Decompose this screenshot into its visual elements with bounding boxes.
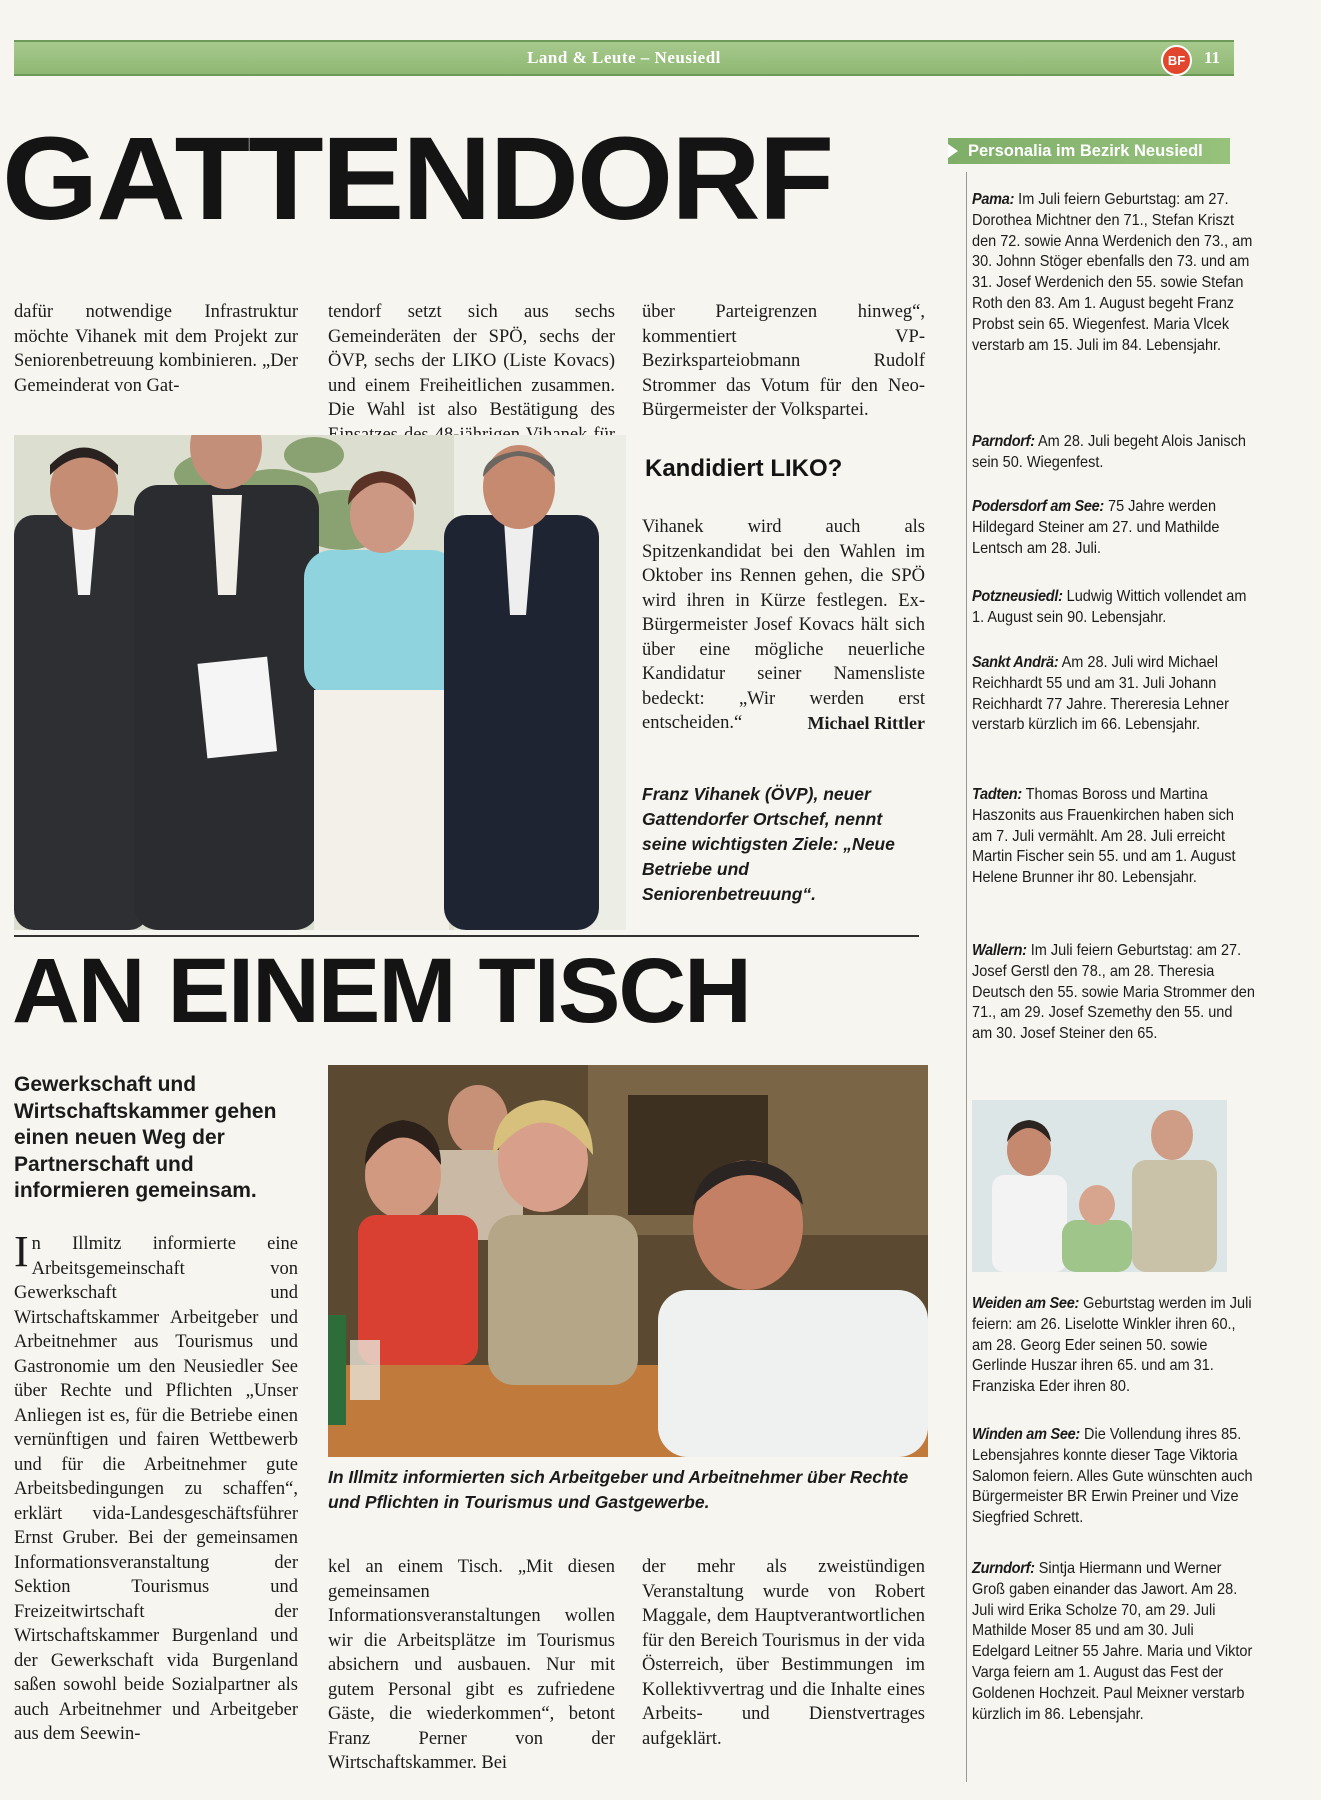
sidebar-rule bbox=[966, 172, 967, 1782]
article2-col2-text: kel an einem Tisch. „Mit diesen gemeinsamen Informationsveranstaltungen wollen wir die Arbeitsplätze im Tourismus absichern und ausbauen. Nur mit gutem Personal gibt es zufriedene Gäste, die wiederkommen“, betont Franz Perner von der Wirtschaftskammer. Bei bbox=[328, 1557, 615, 1773]
article2-column-3 bbox=[642, 1555, 925, 1751]
entry-text: Sintja Hiermann und Werner Groß gaben einander das Jawort. Am 28. Juli wird Erika Scholze 70, am 29. Juli Mathilde Moser 85 und am 30. Juli Edelgard Leitner 55 Jahre. Maria und Viktor Varga feiern am 1. August das Fest der Goldenen Hochzeit. Paul Meixner verstarb kürzlich im 86. Lebensjahr. bbox=[972, 1560, 1253, 1723]
article1-col3-text: über Parteigrenzen hinweg“, kommentiert VP-Bezirksparteiobmann Rudolf Strommer das Votum für den Neo-Bürgermeister der Volkspartei. bbox=[642, 302, 925, 420]
article1-col1-text: dafür notwendige Infrastruktur möchte Vihanek mit dem Projekt zur Seniorenbetreuung kombinieren. „Der Gemeinderat von Gat- bbox=[14, 302, 298, 396]
entry-place: Tadten: bbox=[972, 786, 1022, 803]
article1-col2-text: tendorf setzt sich aus sechs Gemeinderäten der SPÖ, sechs der ÖVP, sechs der LIKO (Liste Kovacs) und einem Freiheitlichen zusammen. Die Wahl ist also Bestätigung des bbox=[328, 302, 615, 420]
section-title: Land & Leute – Neusiedl bbox=[527, 48, 721, 67]
personalia-entry-weiden bbox=[972, 1294, 1256, 1398]
article1-col3b-body: Vihanek wird auch als Spitzenkandidat bei den Wahlen im Oktober ins Rennen gehen, die SPÖ wird ihren in Kürze festlegen. Ex-Bürgermeister Josef Kovacs hält sich über eine mögliche neuerliche Kandidatur seiner Namensliste bedeckt: „Wir werden erst entscheiden.“ bbox=[642, 517, 925, 733]
article2-intro: Gewerkschaft und Wirtschaftskammer gehen einen neuen Weg der Partnerschaft und informieren gemeinsam. bbox=[14, 1073, 277, 1202]
personalia-entry-pama bbox=[972, 190, 1256, 356]
page-number: 11 bbox=[1204, 48, 1221, 67]
personalia-entry-wallern bbox=[972, 941, 1256, 1045]
dropcap: I bbox=[14, 1227, 29, 1276]
entry-place: Parndorf: bbox=[972, 433, 1035, 450]
entry-place: Wallern: bbox=[972, 942, 1027, 959]
photo-illmitz-illustration bbox=[328, 1065, 928, 1457]
article2-col1-text bbox=[14, 1227, 298, 1747]
headline-gattendorf: GATTENDORF bbox=[2, 113, 833, 245]
photo-gattendorf-illustration bbox=[14, 435, 626, 930]
article2-col1-body: n Illmitz informierte eine Arbeitsgemeinschaft von Gewerkschaft und Wirtschaftskammer Arbeitgeber und Arbeitnehmer aus Tourismus und Gastronomie um den Neusiedler See über Rechte und Pflichten „Unser Anliegen ist es, für die Betriebe einen vernünftigen und fairen Wettbewerb und für die Arbeitnehmer gute Arbeitsbedingungen zu schaffen“, erklärt vida-Landesgeschäftsführer Ernst Gruber. Bei der gemeinsamen Informationsveranstaltung der Sektion Tourismus und Freizeitwirtschaft der Wirtschaftskammer Burgenland und der Gewerkschaft vida Burgenland saßen sowohl beide Sozialpartner als auch Arbeitnehmer und Arbeitgeber aus dem Seewin- bbox=[14, 1234, 298, 1744]
subhead-kandidiert-liko: Kandidiert LIKO? bbox=[645, 455, 843, 482]
personalia-entry-winden bbox=[972, 1425, 1256, 1529]
bf-logo: BF bbox=[1161, 45, 1192, 76]
entry-text: Am 28. Juli wird Michael Reichhardt 55 und am 31. Juli Johann Reichhardt 77 Jahre. Thereresia Lehner verstarb kürzlich im 66. Lebensjahr. bbox=[972, 654, 1229, 734]
photo-caption-1: Franz Vihanek (ÖVP), neuer Gattendorfer Ortschef, nennt seine wichtigsten Ziele: „Neue Betriebe und Seniorenbetreuung“. bbox=[642, 784, 895, 904]
article2-column-1 bbox=[14, 1227, 298, 1747]
photo-illmitz-meeting bbox=[328, 1065, 928, 1457]
entry-place: Potzneusiedl: bbox=[972, 588, 1063, 605]
article-divider bbox=[14, 935, 919, 937]
entry-place: Podersdorf am See: bbox=[972, 498, 1104, 515]
personalia-entry-sankt-andrae bbox=[972, 653, 1256, 736]
entry-text: Im Juli feiern Geburtstag: am 27. Josef Gerstl den 78., am 28. Theresia Deutsch den 55. sowie Maria Strommer den 71., am 29. Josef Szemethy den 55. und am 30. Josef Steiner den 65. bbox=[972, 942, 1255, 1043]
entry-text: Ludwig Wittich vollendet am 1. August sein 90. Lebensjahr. bbox=[972, 588, 1247, 626]
entry-place: Sankt Andrä: bbox=[972, 654, 1059, 671]
article1-column-3b bbox=[642, 515, 925, 736]
entry-text: Die Vollendung ihres 85. Lebensjahres konnte dieser Tage Viktoria Salomon feiern. Alles Gute wünschten auch Bürgermeister BR Erwin Preiner und Vize Siegfried Schrett. bbox=[972, 1426, 1253, 1527]
article1-col3b-text bbox=[642, 515, 925, 736]
photo-birthday-illustration bbox=[972, 1100, 1227, 1272]
entry-place: Pama: bbox=[972, 191, 1015, 208]
headline-an-einem-tisch: AN EINEM TISCH bbox=[12, 940, 750, 1042]
entry-text: Geburtstag werden im Juli feiern: am 26. Liselotte Winkler ihren 60., am 28. Georg Eder seinen 50. sowie Gerlinde Huszar ihren 65. und am 31. Franziska Eder ihren 80. bbox=[972, 1295, 1252, 1396]
personalia-entry-tadten bbox=[972, 785, 1256, 889]
sidebar-title: Personalia im Bezirk Neusiedl bbox=[948, 138, 1230, 164]
entry-place: Winden am See: bbox=[972, 1426, 1080, 1443]
page-header bbox=[14, 40, 1234, 76]
article2-col3-text: der mehr als zweistündigen Veranstaltung wurde von Robert Maggale, dem Hauptverantwortlichen für den Bereich Tourismus in der vida Österreich, über Bestimmungen im Kollektivvertrag und die Inhalte eines Arbeits- und Dienstvertrages aufgeklärt. bbox=[642, 1557, 925, 1749]
photo-gattendorf-group bbox=[14, 435, 626, 930]
entry-place: Weiden am See: bbox=[972, 1295, 1080, 1312]
entry-text: Am 28. Juli begeht Alois Janisch sein 50. Wiegenfest. bbox=[972, 433, 1246, 471]
photo-caption-2: In Illmitz informierten sich Arbeitgeber und Arbeitnehmer über Rechte und Pflichten in Tourismus und Gastgewerbe. bbox=[328, 1467, 909, 1512]
personalia-entry-parndorf bbox=[972, 432, 1256, 474]
photo-birthday-group bbox=[972, 1100, 1227, 1272]
byline: Michael Rittler bbox=[807, 713, 925, 733]
personalia-entry-podersdorf bbox=[972, 497, 1256, 559]
personalia-entry-potzneusiedl bbox=[972, 587, 1256, 629]
article2-column-2 bbox=[328, 1555, 615, 1776]
entry-place: Zurndorf: bbox=[972, 1560, 1035, 1577]
personalia-entry-zurndorf bbox=[972, 1559, 1256, 1725]
article1-column-3 bbox=[642, 300, 925, 423]
article1-column-1 bbox=[14, 300, 298, 398]
entry-text: Im Juli feiern Geburtstag: am 27. Dorothea Michtner den 71., Stefan Kriszt den 72. sowie Anna Werdenich den 73., am 30. Johnn Stöger ebenfalls den 73. und am 31. Josef Werdenich den 55. sowie Stefan Roth den 83. Am 1. August begeht Franz Probst sein 65. Wiegenfest. Maria Vlcek verstarb am 15. Juli im 84. Lebensjahr. bbox=[972, 191, 1253, 354]
entry-text: Thomas Boross und Martina Haszonits aus Frauenkirchen haben sich am 7. Juli vermählt. Am 28. Juli erreicht Martin Fischer sein 55. und am 1. August Helene Brunner ihr 80. Lebensjahr. bbox=[972, 786, 1236, 887]
entry-text: 75 Jahre werden Hildegard Steiner am 27. und Mathilde Lentsch am 28. Juli. bbox=[972, 498, 1220, 557]
